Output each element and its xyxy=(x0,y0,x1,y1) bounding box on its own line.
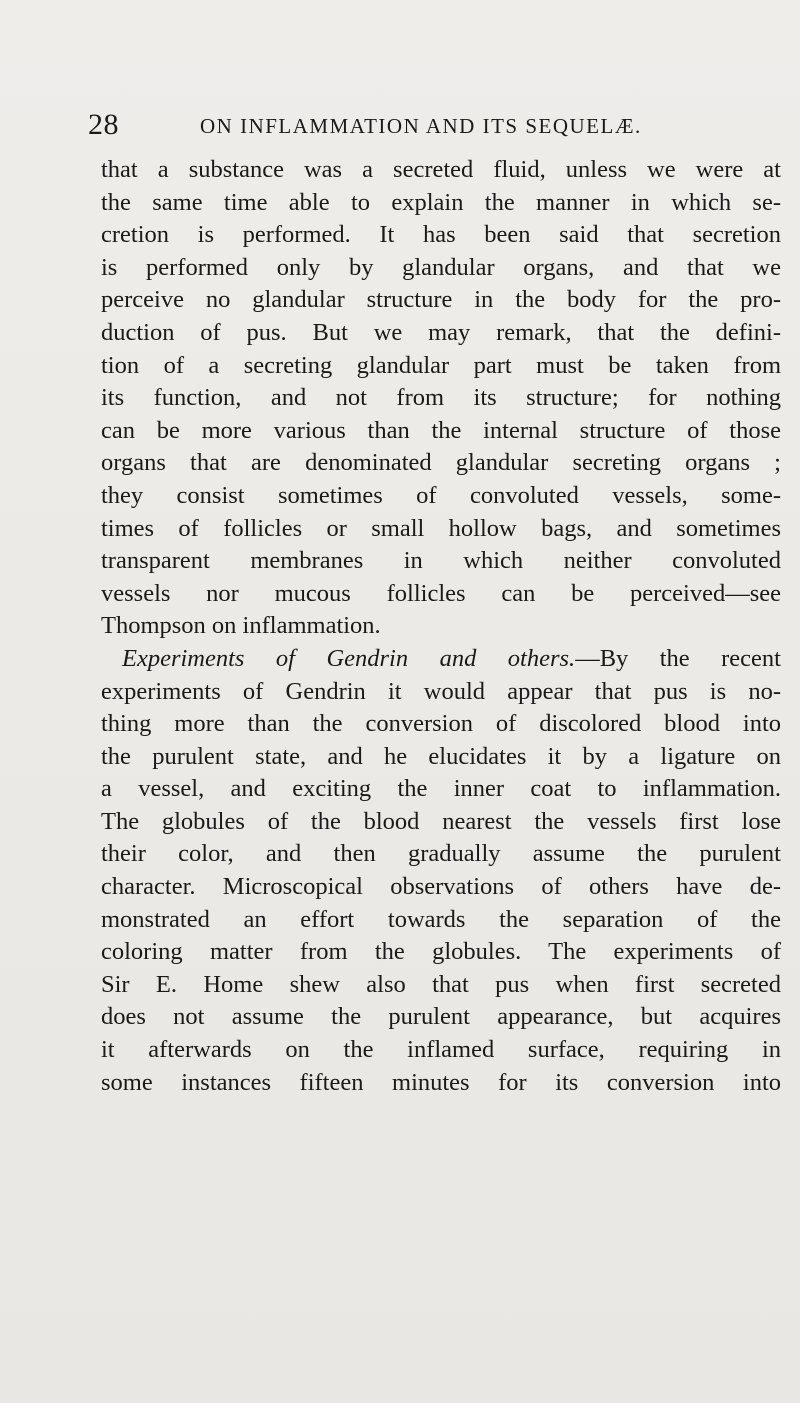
text-line: experiments of Gendrin it would appear that pus is no- xyxy=(101,677,781,705)
section-heading-line xyxy=(101,643,781,676)
section-heading-continuation: —By the recent xyxy=(575,644,781,672)
text-line: its function, and not from its structure; for nothing xyxy=(101,384,781,412)
text-line: cretion is performed. It has been said that secretion xyxy=(101,221,781,249)
text-line: the same time able to explain the manner in which se- xyxy=(101,188,781,216)
text-line: tion of a secreting glandular part must be taken from xyxy=(101,351,781,379)
text-line: a vessel, and exciting the inner coat to inflammation. xyxy=(101,775,781,803)
text-line: can be more various than the internal structure of those xyxy=(101,416,781,444)
text-line: is performed only by glandular organs, and that we xyxy=(101,253,781,281)
text-line: thing more than the conversion of discolored blood into xyxy=(101,710,781,738)
text-line: they consist sometimes of convoluted vessels, some- xyxy=(101,481,781,509)
text-line: times of follicles or small hollow bags, and sometimes xyxy=(101,514,781,542)
text-line: vessels nor mucous follicles can be perceived—see xyxy=(101,579,781,607)
section-heading: Experiments of Gendrin and others. xyxy=(122,644,576,672)
text-line: it afterwards on the inflamed surface, requiring in xyxy=(101,1036,781,1064)
text-line: that a substance was a secreted fluid, unless we were at xyxy=(101,156,781,183)
text-line: transparent membranes in which neither convoluted xyxy=(101,547,781,575)
text-line: duction of pus. But we may remark, that the defini- xyxy=(101,318,781,346)
page-header xyxy=(88,107,728,143)
text-line: coloring matter from the globules. The experiments of xyxy=(101,938,781,966)
text-line: Thompson on inflammation. xyxy=(101,612,381,640)
page-number: 28 xyxy=(88,108,119,141)
text-line: some instances fifteen minutes for its conversion into xyxy=(101,1068,781,1096)
text-line: organs that are denominated glandular secreting organs ; xyxy=(101,449,781,477)
text-line: monstrated an effort towards the separation of the xyxy=(101,905,781,933)
text-line: perceive no glandular structure in the body for the pro- xyxy=(101,286,781,314)
running-head: ON INFLAMMATION AND ITS SEQUELÆ. xyxy=(200,114,642,138)
text-line: does not assume the purulent appearance, but acquires xyxy=(101,1003,781,1031)
text-line: the purulent state, and he elucidates it by a ligature on xyxy=(101,742,781,770)
body-text xyxy=(101,154,781,1099)
text-line: character. Microscopical observations of others have de- xyxy=(101,873,781,901)
text-line: The globules of the blood nearest the vessels first lose xyxy=(101,807,781,835)
text-line: Sir E. Home shew also that pus when first secreted xyxy=(101,970,781,998)
text-line: their color, and then gradually assume the purulent xyxy=(101,840,781,868)
